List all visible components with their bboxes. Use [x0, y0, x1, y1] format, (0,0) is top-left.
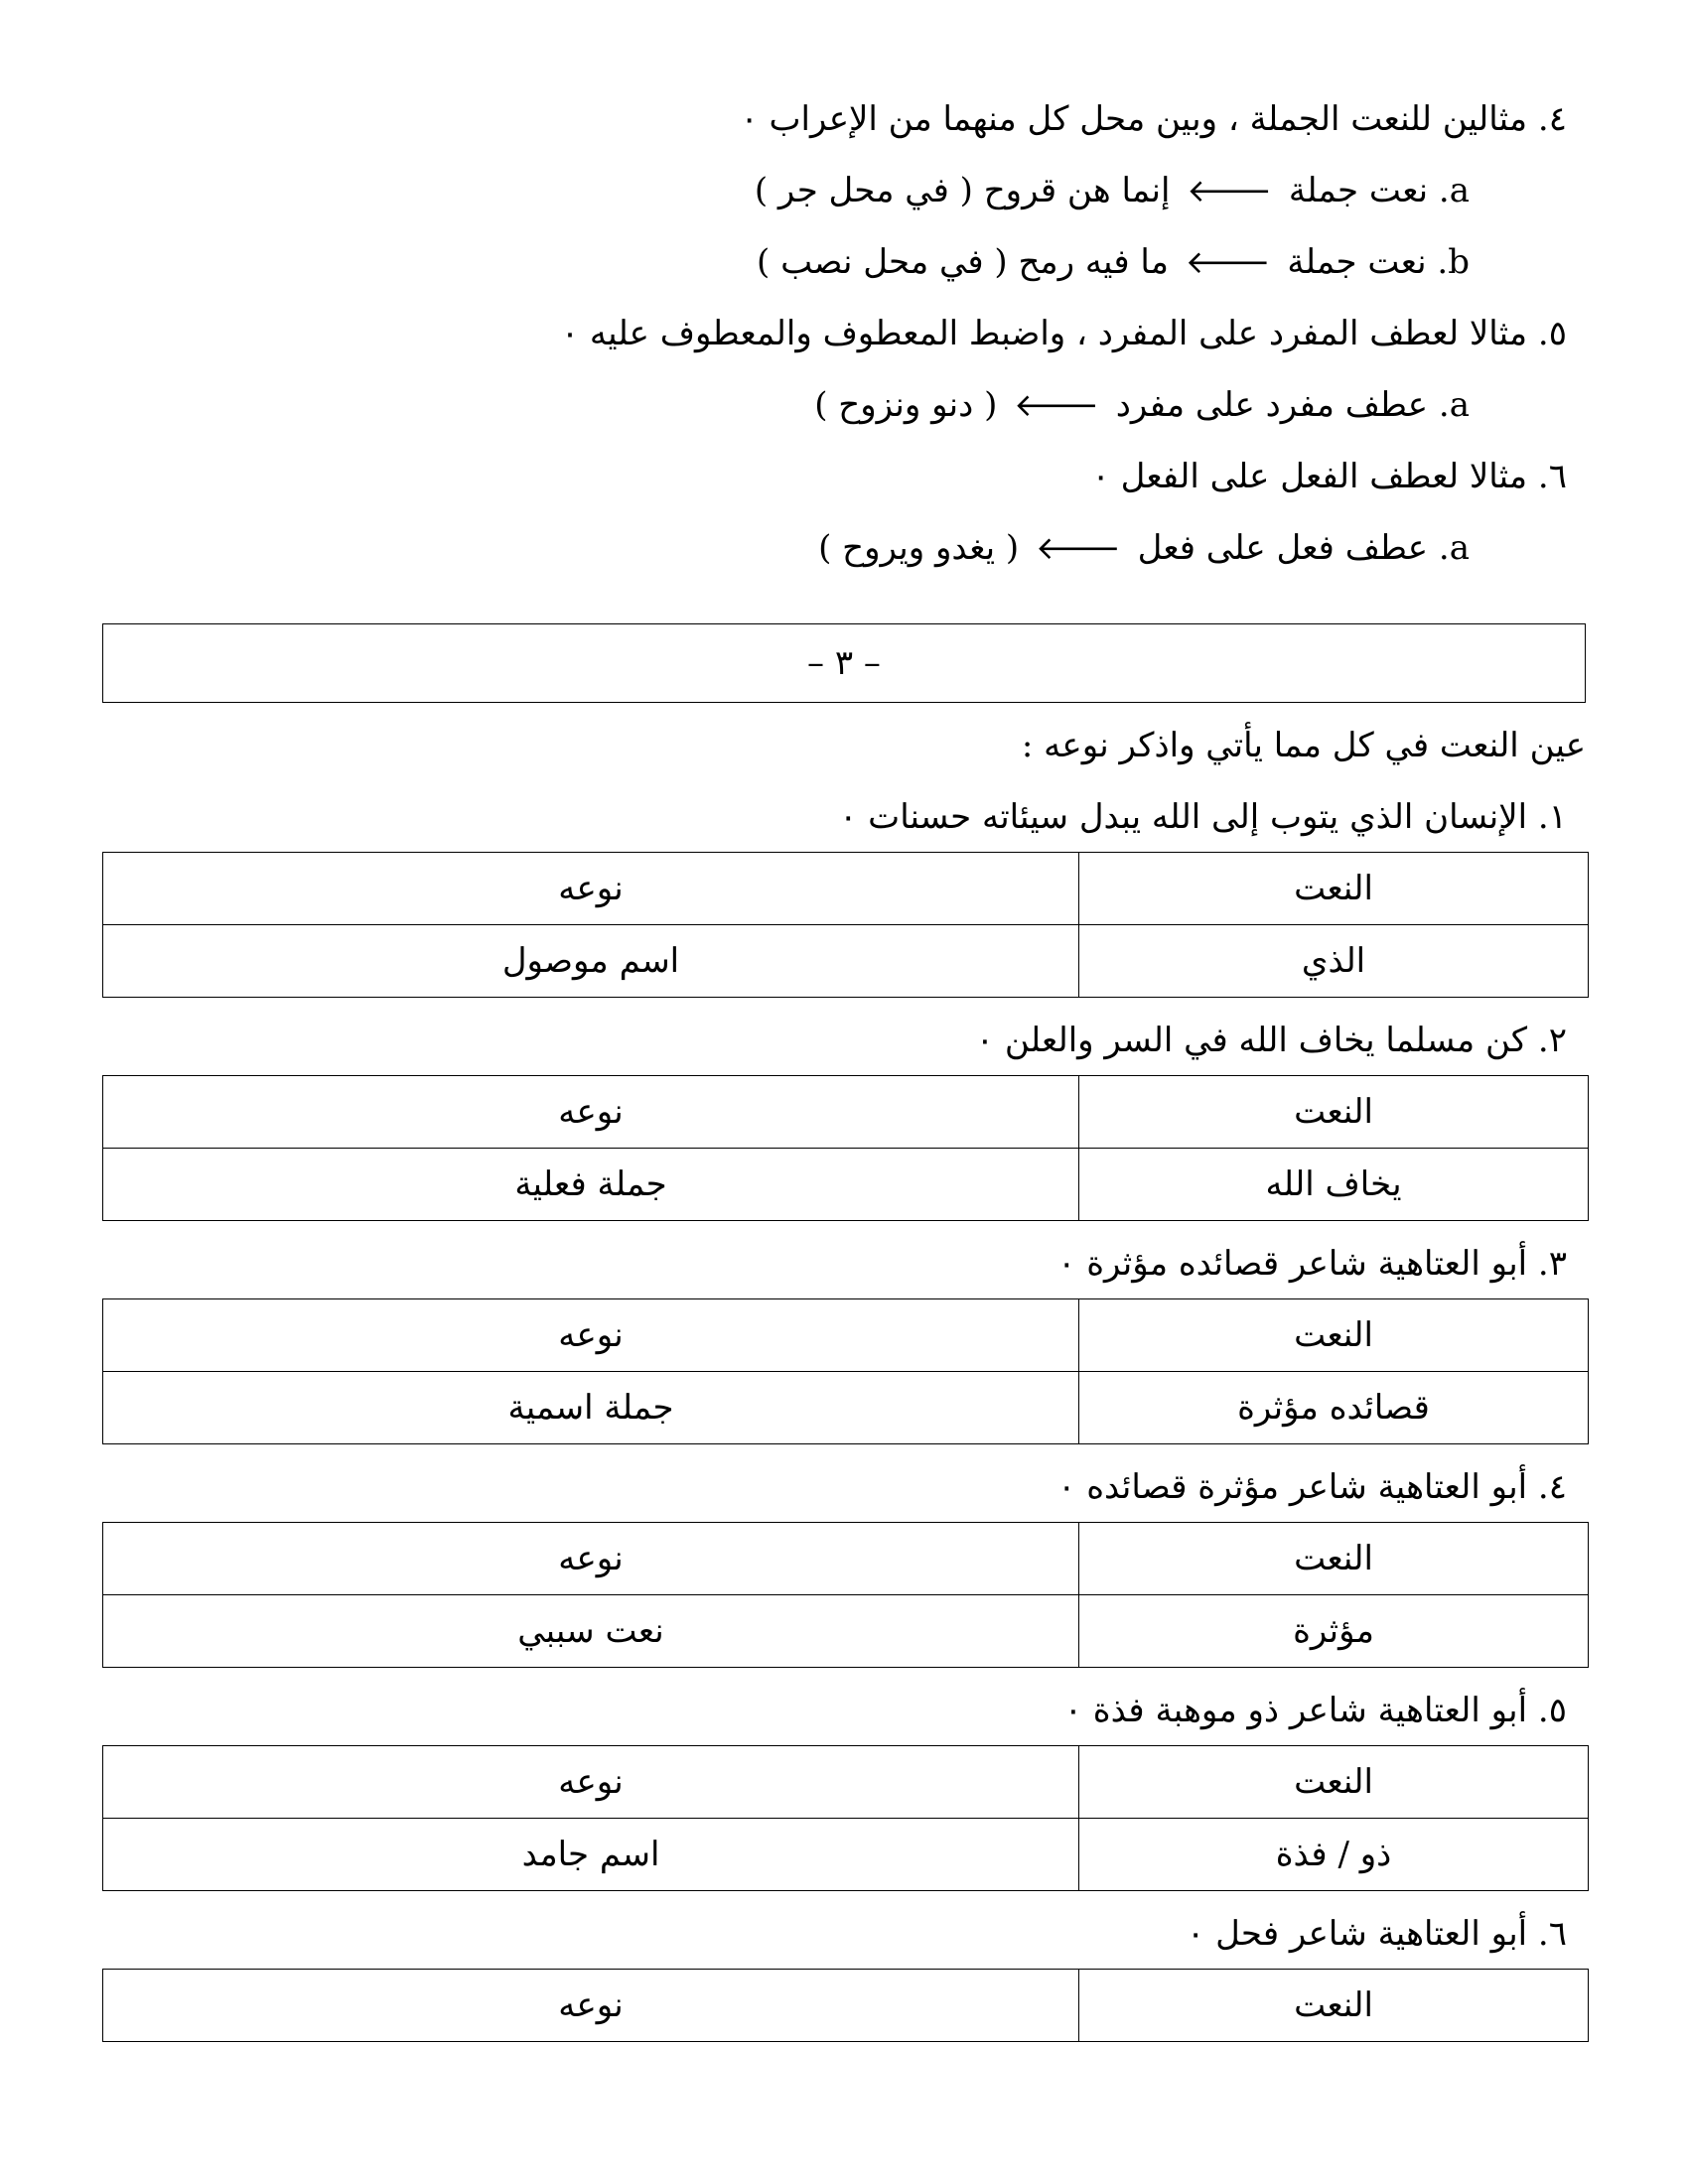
sub-item-before: عطف فعل على فعل [1137, 528, 1429, 568]
sub-item-after: ( دنو ونزوح ) [814, 385, 998, 425]
sub-item-before: نعت جملة [1288, 171, 1429, 210]
item-text: مثالين للنعت الجملة ، وبين محل كل منهما من الإعراب ٠ [740, 99, 1528, 139]
question-6 [1187, 1906, 1567, 1962]
cell-naat: مؤثرة [1079, 1595, 1589, 1668]
cell-naat: قصائده مؤثرة [1079, 1372, 1589, 1444]
item-text: مثالا لعطف الفعل على الفعل ٠ [1091, 457, 1528, 496]
question-5 [1064, 1683, 1567, 1738]
header-cell-naat: النعت [1079, 1523, 1589, 1595]
item-number: ٤. [1537, 99, 1567, 139]
item-number: ٥. [1537, 314, 1567, 353]
header-cell-type: نوعه [103, 1076, 1079, 1149]
header-cell-naat: النعت [1079, 1076, 1589, 1149]
item-text: مثالا لعطف المفرد على المفرد ، واضبط المعطوف والمعطوف عليه ٠ [560, 314, 1528, 353]
header-cell-type: نوعه [103, 1746, 1079, 1819]
sub-item-label: a. [1438, 528, 1470, 568]
table-row [103, 925, 1589, 998]
list-item-6 [1092, 449, 1567, 504]
table-row [103, 1372, 1589, 1444]
instruction: عين النعت في كل مما يأتي واذكر نوعه : [1021, 726, 1586, 765]
question-text: الإنسان الذي يتوب إلى الله يبدل سيئاته حسنات ٠ [839, 797, 1528, 837]
header-cell-naat: النعت [1079, 1970, 1589, 2042]
list-item-5 [561, 306, 1567, 361]
sub-item-6a [818, 520, 1470, 576]
sub-item-before: عطف مفرد على مفرد [1115, 385, 1429, 425]
question-3 [1057, 1236, 1567, 1292]
question-text: أبو العتاهية شاعر فحل ٠ [1187, 1914, 1528, 1954]
question-4 [1057, 1459, 1567, 1515]
table-header-row [103, 1076, 1589, 1149]
item-number: ٦. [1537, 457, 1567, 496]
header-cell-naat: النعت [1079, 1746, 1589, 1819]
question-number: ٣. [1537, 1244, 1567, 1284]
arrow-left-icon: 🡐 [1187, 172, 1273, 209]
question-number: ١. [1537, 797, 1567, 837]
table-row [103, 1819, 1589, 1891]
sub-item-5a [814, 377, 1470, 433]
sub-item-label: a. [1438, 385, 1470, 425]
table-header-row [103, 1523, 1589, 1595]
answer-table-4 [102, 1522, 1589, 1668]
sub-item-4a [755, 163, 1470, 218]
table-header-row [103, 1299, 1589, 1372]
list-item-4 [740, 91, 1567, 147]
sub-item-after: ما فيه رمح ( في محل نصب ) [757, 242, 1169, 282]
sub-item-after: إنما هن قروح ( في محل جر ) [754, 171, 1171, 210]
cell-naat: ذو / فذة [1079, 1819, 1589, 1891]
header-cell-type: نوعه [103, 1299, 1079, 1372]
header-cell-type: نوعه [103, 1970, 1079, 2042]
table-row [103, 1149, 1589, 1221]
header-cell-type: نوعه [103, 853, 1079, 925]
cell-type: اسم موصول [103, 925, 1079, 998]
answer-table-2 [102, 1075, 1589, 1221]
section-title: – ٣ – [807, 643, 881, 683]
question-1 [839, 789, 1567, 845]
question-number: ٢. [1537, 1021, 1567, 1060]
cell-type: اسم جامد [103, 1819, 1079, 1891]
arrow-left-icon: 🡐 [1035, 529, 1121, 567]
header-cell-naat: النعت [1079, 853, 1589, 925]
question-text: أبو العتاهية شاعر قصائده مؤثرة ٠ [1057, 1244, 1528, 1284]
sub-item-after: ( يغدو ويروح ) [818, 528, 1020, 568]
table-header-row [103, 1746, 1589, 1819]
table-header-row [103, 853, 1589, 925]
question-number: ٦. [1537, 1914, 1567, 1954]
cell-naat: يخاف الله [1079, 1149, 1589, 1221]
arrow-left-icon: 🡐 [1185, 243, 1271, 281]
question-2 [976, 1013, 1567, 1068]
question-text: كن مسلما يخاف الله في السر والعلن ٠ [975, 1021, 1528, 1060]
answer-table-5 [102, 1745, 1589, 1891]
answer-table-3 [102, 1298, 1589, 1444]
table-row [103, 1595, 1589, 1668]
section-title-box [102, 623, 1586, 703]
cell-type: جملة اسمية [103, 1372, 1079, 1444]
sub-item-before: نعت جملة [1287, 242, 1427, 282]
question-number: ٤. [1537, 1467, 1567, 1507]
header-cell-type: نوعه [103, 1523, 1079, 1595]
arrow-left-icon: 🡐 [1014, 386, 1099, 424]
question-text: أبو العتاهية شاعر ذو موهبة فذة ٠ [1063, 1691, 1528, 1730]
sub-item-label: b. [1437, 242, 1470, 282]
answer-table-6 [102, 1969, 1589, 2042]
cell-naat: الذي [1079, 925, 1589, 998]
answer-table-1 [102, 852, 1589, 998]
table-header-row [103, 1970, 1589, 2042]
header-cell-naat: النعت [1079, 1299, 1589, 1372]
sub-item-label: a. [1438, 171, 1470, 210]
cell-type: جملة فعلية [103, 1149, 1079, 1221]
question-text: أبو العتاهية شاعر مؤثرة قصائده ٠ [1057, 1467, 1528, 1507]
sub-item-4b [757, 234, 1470, 290]
cell-type: نعت سببي [103, 1595, 1079, 1668]
question-number: ٥. [1537, 1691, 1567, 1730]
